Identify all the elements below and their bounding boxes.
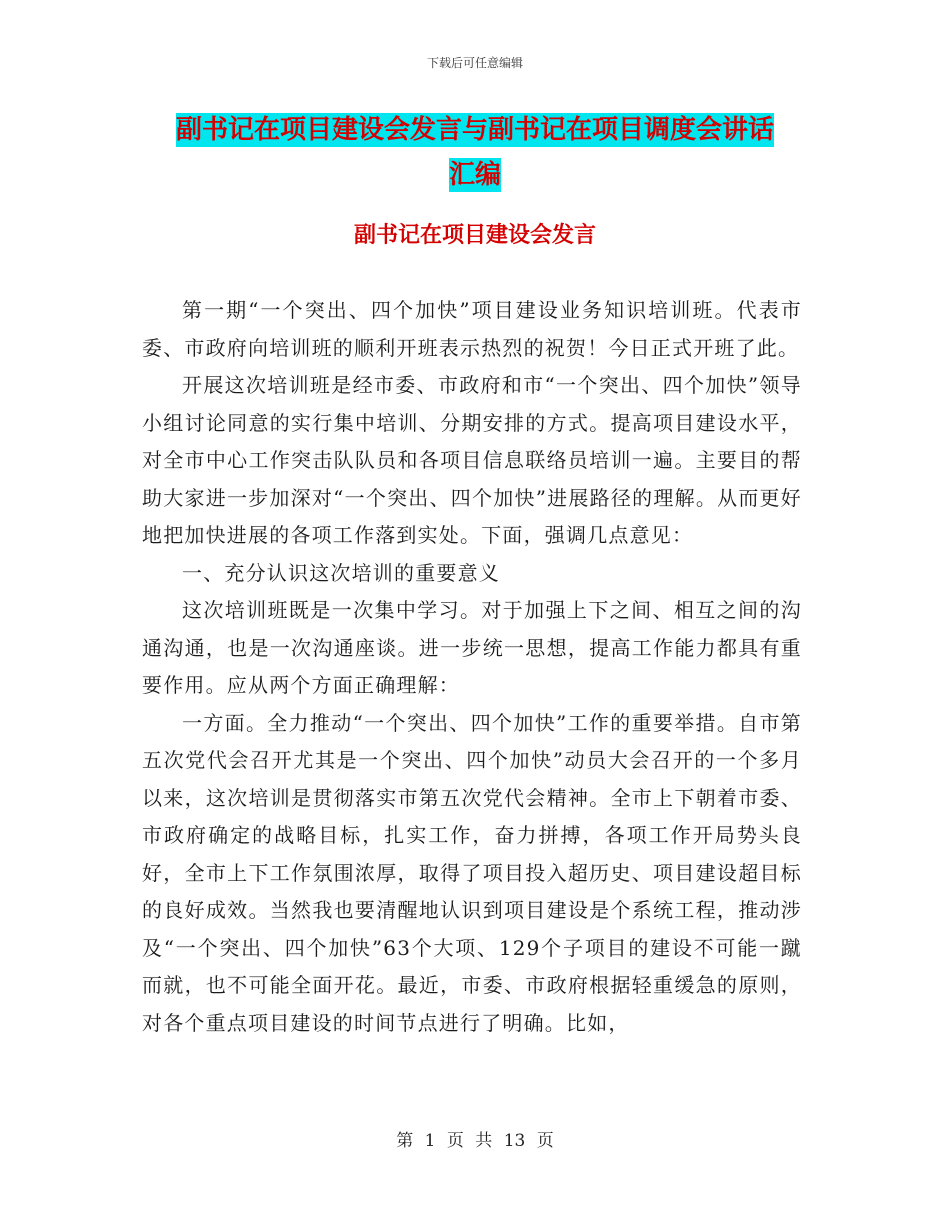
document-title: [140, 108, 810, 198]
paragraph: 一方面。全力推动“一个突出、四个加快”工作的重要举措。自市第五次党代会召开尤其是一个突出、四个加快”动员大会召开的一个多月以来，这次培训是贯彻落实市第五次党代会精神。全市上下朝着市委、市政府确定的战略目标，扎实工作，奋力拼搏，各项工作开局势头良好，全市上下工作氛围浓厚，取得了项目投入超历史、项目建设超目标的良好成效。当然我也要清醒地认识到项目建设是个系统工程，推动涉及“一个突出、四个加快”63个大项、129个子项目的建设不可能一蹴而就，也不可能全面开花。最近，市委、市政府根据轻重缓急的原则，对各个重点项目建设的时间节点进行了明确。比如，: [142, 710, 802, 1035]
body-text: [142, 292, 802, 1042]
section-title: 副书记在项目建设会发言: [353, 223, 596, 248]
document-title-line1: 副书记在项目建设会发言与副书记在项目调度会讲话: [175, 115, 774, 145]
paragraph: 这次培训班既是一次集中学习。对于加强上下之间、相互之间的沟通沟通，也是一次沟通座谈。进一步统一思想，提高工作能力都具有重要作用。应从两个方面正确理解：: [142, 598, 802, 697]
header-note: 下载后可任意编辑: [426, 56, 523, 70]
page-footer: 第 1 页 共 13 页: [396, 1131, 554, 1151]
paragraph: 开展这次培训班是经市委、市政府和市“一个突出、四个加快”领导小组讨论同意的实行集中培训、分期安排的方式。提高项目建设水平，对全市中心工作突击队队员和各项目信息联络员培训一遍。主要目的帮助大家进一步加深对“一个突出、四个加快”进展路径的理解。从而更好地把加快进展的各项工作落到实处。下面，强调几点意见：: [142, 373, 802, 547]
document-title-line2: 汇编: [448, 160, 501, 190]
paragraph: 第一期“一个突出、四个加快”项目建设业务知识培训班。代表市委、市政府向培训班的顺利开班表示热烈的祝贺！今日正式开班了此。: [142, 298, 802, 360]
paragraph-heading: 一、充分认识这次培训的重要意义: [182, 560, 500, 585]
